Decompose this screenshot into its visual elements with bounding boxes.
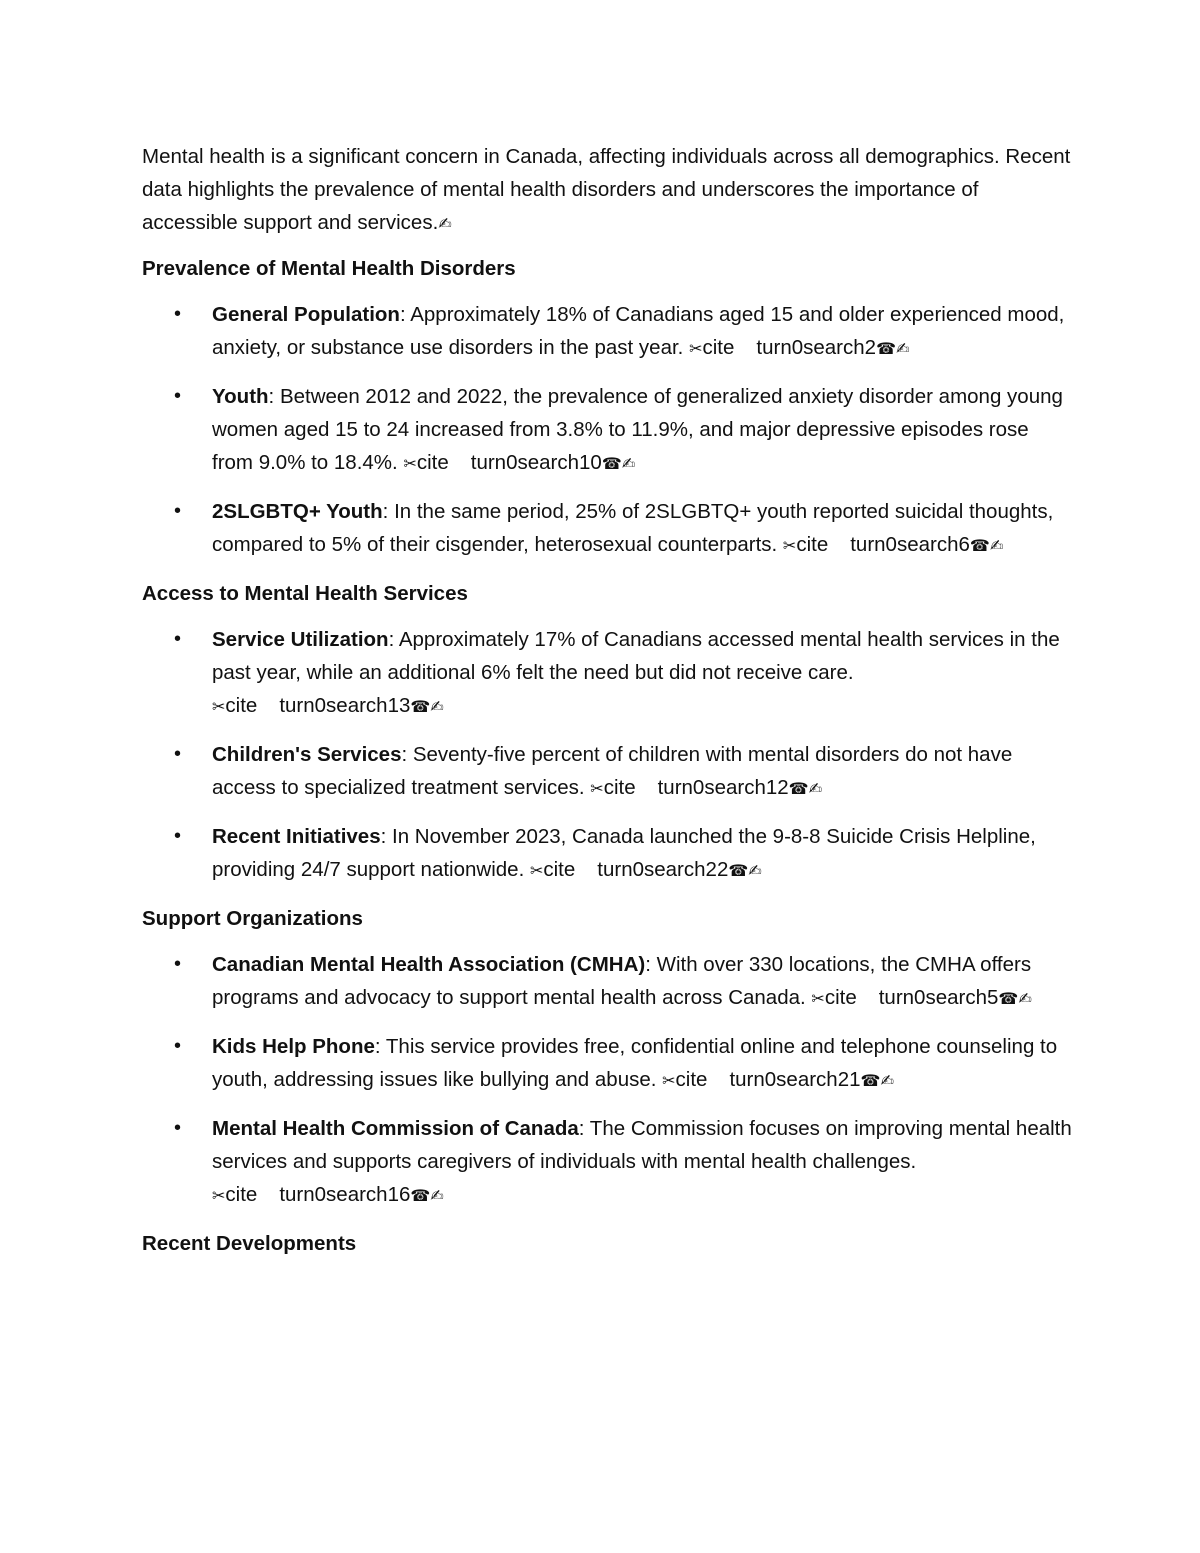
scissors-icon: ✂ (689, 339, 703, 358)
cite-word: cite (824, 986, 857, 1009)
list-item (142, 820, 1072, 887)
citation-marker (403, 451, 635, 474)
document-page (142, 140, 1072, 1273)
writing-hand-icon: ✍ (438, 214, 452, 233)
list-item (142, 1112, 1072, 1212)
phone-icon: ☎✍ (410, 697, 444, 716)
scissors-icon: ✂ (811, 989, 825, 1008)
bullet-icon: • (174, 953, 182, 975)
section-heading-prevalence: Prevalence of Mental Health Disorders (142, 257, 516, 280)
cite-word: cite (702, 336, 735, 359)
cite-ref: turn0search5 (878, 986, 999, 1009)
list-item (142, 948, 1072, 1015)
list-item (142, 1030, 1072, 1097)
intro-text: Mental health is a significant concern in Canada, affecting individuals across all demographics. Recent data highlights the prevalence of mental health disorders and underscores the importance of accessible support and services. (142, 145, 1071, 234)
citation-marker (689, 336, 909, 359)
citation-marker (212, 1183, 444, 1206)
citation-marker (783, 533, 1003, 556)
cite-word: cite (603, 776, 636, 799)
item-body: : Approximately 18% of Canadians aged 15 and older experienced mood, anxiety, or substance use disorders in the past year. (212, 303, 1065, 359)
cite-ref: turn0search6 (850, 533, 970, 556)
bullet-icon: • (174, 1117, 182, 1139)
bullet-icon: • (174, 1035, 182, 1057)
cite-ref: turn0search22 (597, 858, 729, 881)
citation-marker (212, 694, 444, 717)
cite-ref: turn0search2 (756, 336, 877, 359)
item-body: : This service provides free, confidential online and telephone counseling to youth, addressing issues like bullying and abuse. (212, 1035, 1058, 1091)
phone-icon: ☎✍ (876, 339, 910, 358)
item-term: Recent Initiatives (212, 825, 381, 848)
item-term: Mental Health Commission of Canada (212, 1117, 579, 1140)
phone-icon: ☎✍ (728, 861, 762, 880)
scissors-icon: ✂ (212, 697, 226, 716)
cite-word: cite (225, 694, 258, 717)
phone-icon: ☎✍ (788, 779, 822, 798)
list-item (142, 495, 1072, 562)
scissors-icon: ✂ (662, 1071, 676, 1090)
cite-ref: turn0search12 (657, 776, 789, 799)
cite-word: cite (796, 533, 829, 556)
scissors-icon: ✂ (590, 779, 604, 798)
phone-icon: ☎✍ (969, 536, 1004, 555)
item-body: : Seventy-five percent of children with mental disorders do not have access to specialized treatment services. (212, 743, 1013, 799)
bullet-icon: • (174, 500, 182, 522)
list-item (142, 380, 1072, 480)
section-heading-access: Access to Mental Health Services (142, 582, 468, 605)
phone-icon: ☎✍ (998, 989, 1032, 1008)
phone-icon: ☎✍ (860, 1071, 894, 1090)
list-item (142, 738, 1072, 805)
item-term: 2SLGBTQ+ Youth (212, 500, 383, 523)
item-body: : Approximately 17% of Canadians accessed mental health services in the past year, while an additional 6% felt the need but did not receive care. (212, 628, 1060, 684)
item-term: General Population (212, 303, 400, 326)
bullet-icon: • (174, 825, 182, 847)
bullet-icon: • (174, 303, 182, 325)
scissors-icon: ✂ (212, 1186, 226, 1205)
item-term: Service Utilization (212, 628, 389, 651)
item-term: Canadian Mental Health Association (CMHA) (212, 953, 646, 976)
item-term: Youth (212, 385, 269, 408)
item-body: : In the same period, 25% of 2SLGBTQ+ youth reported suicidal thoughts, compared to 5% of their cisgender, heterosexual counterparts. (212, 500, 1054, 556)
item-term: Children's Services (212, 743, 402, 766)
citation-marker (811, 986, 1031, 1009)
section-heading-recent: Recent Developments (142, 1232, 357, 1255)
cite-ref: turn0search10 (470, 451, 602, 474)
list-item (142, 298, 1072, 365)
section-heading-support: Support Organizations (142, 907, 363, 930)
item-body: : In November 2023, Canada launched the 9-8-8 Suicide Crisis Helpline, providing 24/7 support nationwide. (212, 825, 1036, 881)
citation-marker (590, 776, 822, 799)
scissors-icon: ✂ (782, 536, 797, 555)
list-item (142, 623, 1072, 723)
item-body: : With over 330 locations, the CMHA offers programs and advocacy to support mental health across Canada. (212, 953, 1032, 1009)
scissors-icon: ✂ (403, 454, 417, 473)
intro-paragraph (142, 140, 1072, 240)
citation-marker (530, 858, 762, 881)
cite-word: cite (543, 858, 576, 881)
scissors-icon: ✂ (529, 861, 544, 880)
citation-marker (662, 1068, 894, 1091)
prevalence-list (142, 298, 1072, 562)
cite-word: cite (416, 451, 449, 474)
phone-icon: ☎✍ (601, 454, 636, 473)
support-list (142, 948, 1072, 1212)
cite-word: cite (675, 1068, 708, 1091)
cite-ref: turn0search16 (279, 1183, 411, 1206)
item-body: : Between 2012 and 2022, the prevalence of generalized anxiety disorder among young women aged 15 to 24 increased from 3.8% to 11.9%, and major depressive episodes rose from 9.0% to 18.4%. (212, 385, 1063, 474)
cite-ref: turn0search21 (729, 1068, 861, 1091)
cite-word: cite (225, 1183, 258, 1206)
bullet-icon: • (174, 743, 182, 765)
bullet-icon: • (174, 628, 182, 650)
item-term: Kids Help Phone (212, 1035, 375, 1058)
bullet-icon: • (174, 385, 182, 407)
phone-icon: ☎✍ (410, 1186, 444, 1205)
item-body: : The Commission focuses on improving mental health services and supports caregivers of individuals with mental health challenges. (212, 1117, 1072, 1173)
cite-ref: turn0search13 (279, 694, 411, 717)
access-list (142, 623, 1072, 887)
